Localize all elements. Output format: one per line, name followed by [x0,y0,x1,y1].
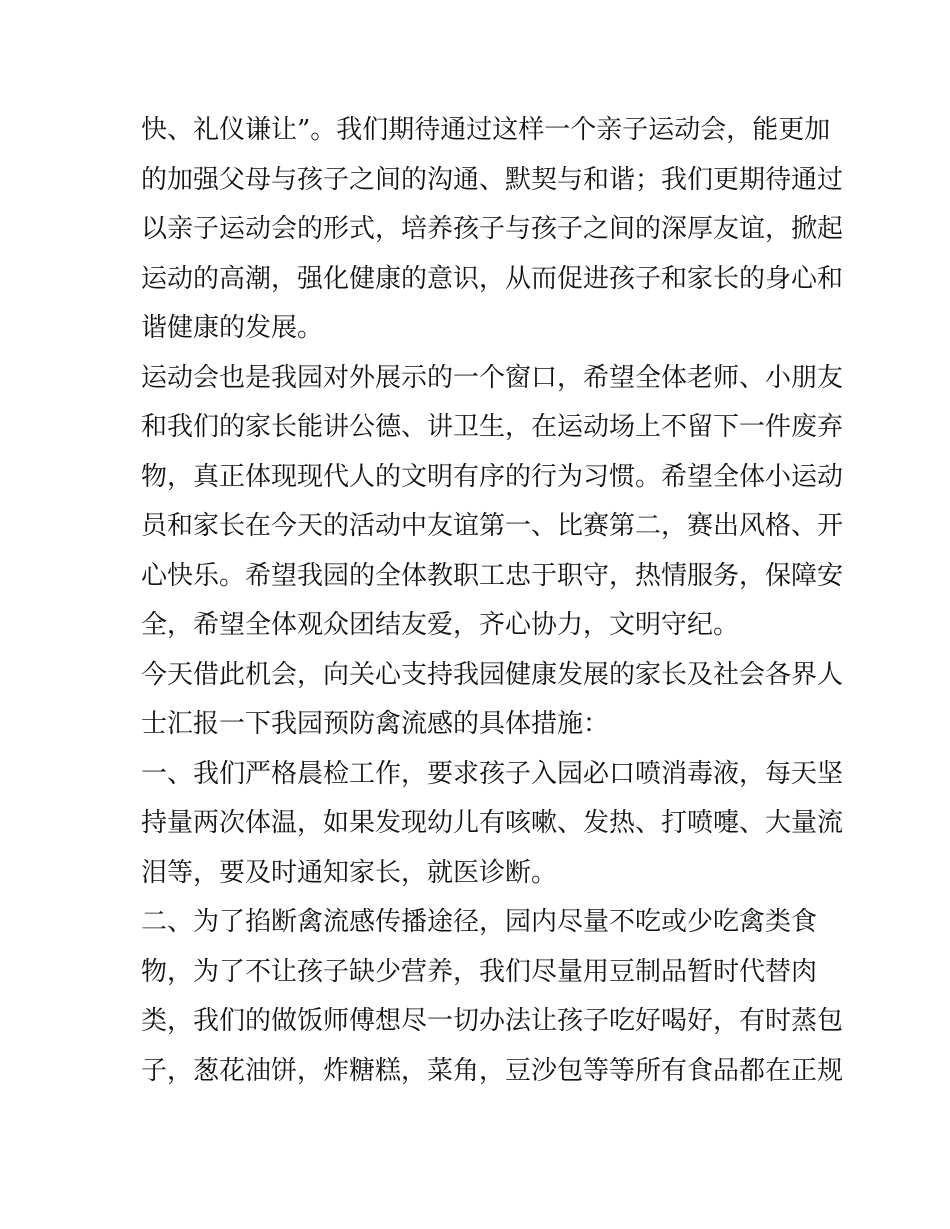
text-line: 泪等，要及时通知家长，就医诊断。 [141,857,558,888]
text-line: 今天借此机会，向关心支持我园健康发展的家长及社会各界人 [141,659,844,690]
text-line: 全，希望全体观众团结友爱，齐心协力，文明守纪。 [141,610,740,640]
text-line: 物，为了不让孩子缺少营养，我们尽量用豆制品暂时代替肉 [141,956,818,987]
text-line: 士汇报一下我园预防禽流感的具体措施： [141,709,610,739]
text-line: 谐健康的发展。 [141,313,324,343]
text-line: 快、礼仪谦让”。我们期待通过这样一个亲子运动会，能更加 [141,115,831,145]
text-line: 物，真正体现现代人的文明有序的行为习惯。希望全体小运动 [141,461,844,492]
text-line: 运动会也是我园对外展示的一个窗口，希望全体老师、小朋友 [141,362,844,393]
text-line: 的加强父母与孩子之间的沟通、默契与和谐；我们更期待通过 [141,164,844,195]
text-line: 类，我们的做饭师傅想尽一切办法让孩子吃好喝好，有时蒸包 [141,1006,844,1036]
text-line: 子，葱花油饼，炸糖糕，菜角，豆沙包等等所有食品都在正规 [141,1055,844,1086]
text-line: 和我们的家长能讲公德、讲卫生，在运动场上不留下一件废弃 [141,412,844,442]
text-line: 员和家长在今天的活动中友谊第一、比赛第二，赛出风格、开 [141,511,844,541]
document-body [141,106,844,1096]
text-line: 以亲子运动会的形式，培养孩子与孩子之间的深厚友谊，掀起 [141,214,844,244]
text-line: 二、为了掐断禽流感传播途径，园内尽量不吃或少吃禽类食 [141,907,818,937]
text-line: 一、我们严格晨检工作，要求孩子入园必口喷消毒液，每天坚 [141,758,844,789]
text-line: 运动的高潮，强化健康的意识，从而促进孩子和家长的身心和 [141,263,844,294]
text-line: 心快乐。希望我园的全体教职工忠于职守，热情服务，保障安 [141,560,844,591]
text-line: 持量两次体温，如果发现幼儿有咳嗽、发热、打喷嚏、大量流 [141,808,844,838]
